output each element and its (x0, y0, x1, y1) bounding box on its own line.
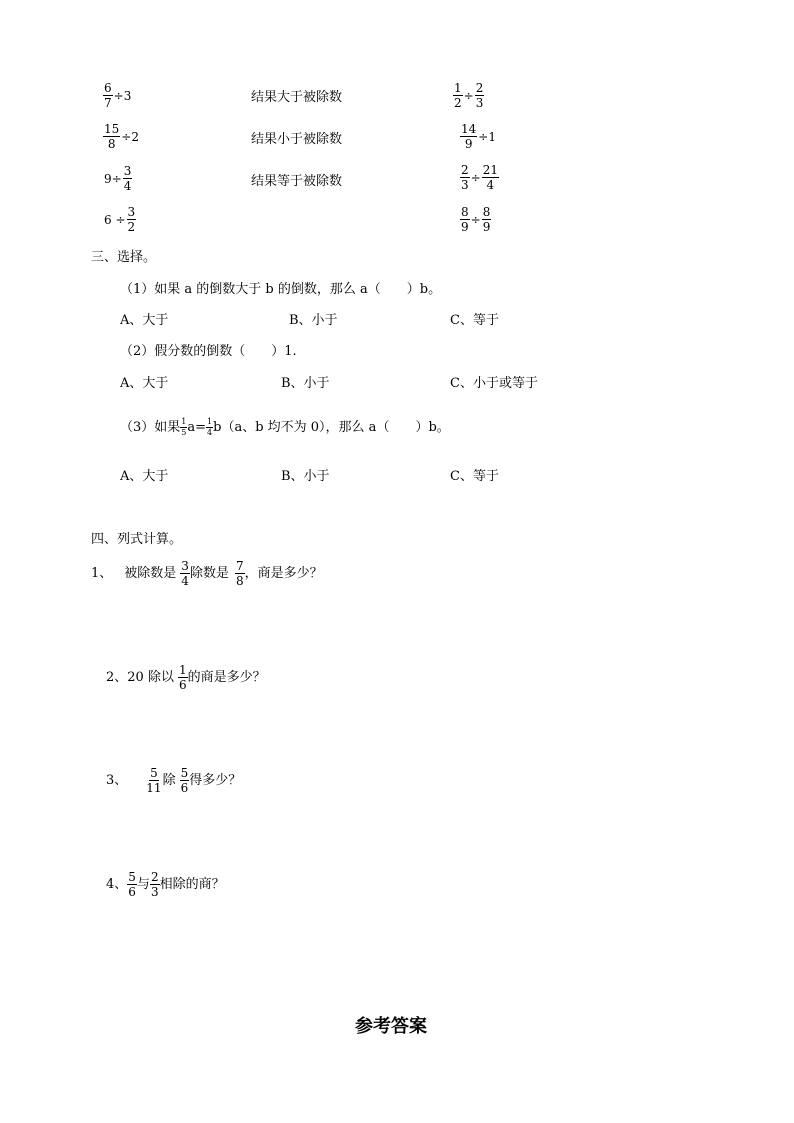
match-middle-3: 结果等于被除数 (251, 174, 343, 189)
match-right-1: $\frac{1}{2}$ ÷ $\frac{2}{3}$ (454, 81, 484, 110)
q2-option-a: A、大于 (120, 376, 169, 391)
section4-heading: 四、列式计算。 (91, 532, 183, 547)
problem-1: 1、 被除数是 $\frac{3}{4}$ 除数是 $\frac{7}{8}$ ，商是多少？ (91, 559, 323, 588)
q1-option-a: A、大于 (120, 313, 169, 328)
match-left-2: $\frac{15}{8}$ ÷2 (104, 122, 139, 151)
q1-text: （1）如果 a 的倒数大于 b 的倒数，那么 a（ ）b。 (120, 282, 442, 297)
q1-option-b: B、小于 (289, 313, 338, 328)
section3-heading: 三、选择。 (91, 250, 157, 265)
match-left-4: 6 ÷ $\frac{3}{2}$ (104, 205, 136, 234)
q3-option-b: B、小于 (281, 469, 330, 484)
match-right-4: $\frac{8}{9}$ ÷ $\frac{8}{9}$ (461, 205, 491, 234)
match-left-1: $\frac{6}{7}$ ÷3 (104, 81, 132, 110)
match-middle-1: 结果大于被除数 (251, 90, 343, 105)
match-middle-2: 结果小于被除数 (251, 132, 343, 147)
q2-text: （2）假分数的倒数（ ）1. (120, 344, 297, 359)
q3-text: （3）如果 $\frac{1}{5}$ a= $\frac{1}{4}$ b（a、b 均不为 0），那么 a（ ）b。 (120, 417, 450, 437)
q1-option-c: C、等于 (450, 313, 499, 328)
q2-option-c: C、小于或等于 (450, 376, 538, 391)
problem-2: 2、20 除以 $\frac{1}{6}$ 的商是多少？ (106, 663, 266, 692)
q2-option-b: B、小于 (281, 376, 330, 391)
problem-3: 3、 $\frac{5}{11}$ 除 $\frac{5}{6}$ 得多少？ (106, 766, 242, 795)
answer-title: 参考答案 (355, 1016, 427, 1037)
match-left-3: 9÷ $\frac{3}{4}$ (104, 164, 132, 193)
match-right-2: $\frac{14}{9}$ ÷1 (461, 122, 496, 151)
q3-option-a: A、大于 (120, 469, 169, 484)
problem-4: 4、 $\frac{5}{6}$ 与 $\frac{2}{3}$ 相除的商？ (106, 870, 225, 899)
match-right-3: $\frac{2}{3}$ ÷ $\frac{21}{4}$ (461, 163, 498, 192)
q3-option-c: C、等于 (450, 469, 499, 484)
